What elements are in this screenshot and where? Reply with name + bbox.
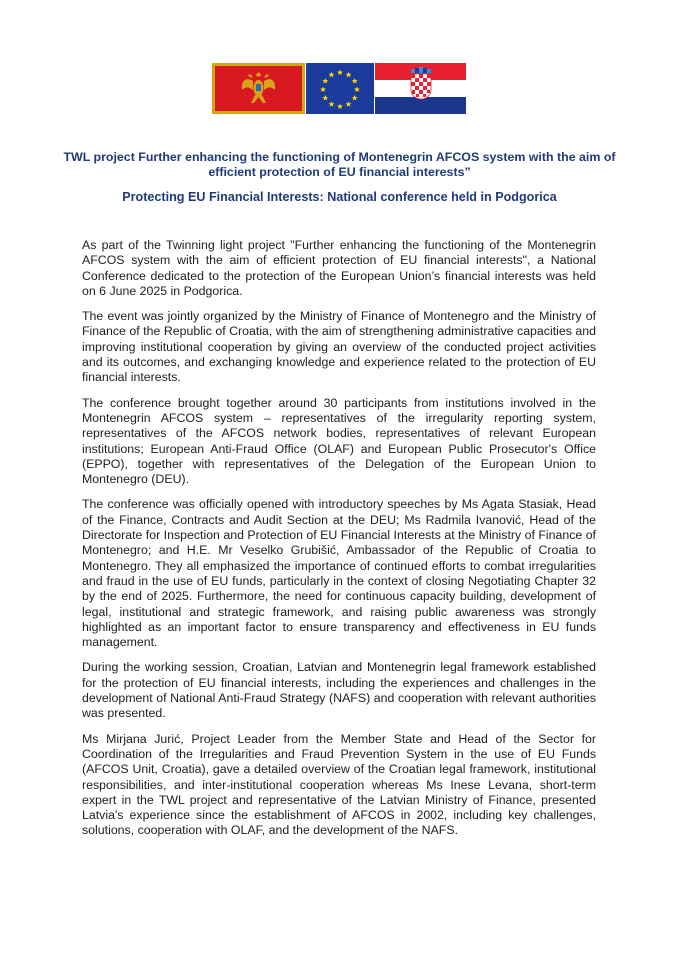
article-body xyxy=(82,238,596,849)
paragraph: Ms Mirjana Jurić, Project Leader from the Member State and Head of the Sector for Coordination of the Irregularities and Fraud Prevention System in the use of EU Funds (AFCOS Unit, Croatia), gave a detailed overview of the Croatian legal framework, institutional responsibilities, and inter-institutional cooperation whereas Ms Inese Levana, short-term expert in the TWL project and representative of the Latvian Ministry of Finance, presented Latvia's experience since the establishment of AFCOS in 2002, including key challenges, solutions, cooperation with OLAF, and the development of the NAFS. xyxy=(82,731,596,838)
paragraph: The conference brought together around 30 participants from institutions involved in the Montenegrin AFCOS system – representatives of the irregularity reporting system, representatives of the AFCOS network bodies, representatives of relevant European institutions; European Anti-Fraud Office (OLAF) and European Public Prosecutor's Office (EPPO), together with representatives of the Delegation of the European Union to Montenegro (DEU). xyxy=(82,395,596,487)
eu-flag xyxy=(306,63,374,114)
paragraph: As part of the Twinning light project "Further enhancing the functioning of the Montenegrin AFCOS system with the aim of efficient protection of EU financial interests", a National Conference dedicated to the protection of the European Union’s financial interests was held on 6 June 2025 in Podgorica. xyxy=(82,238,596,298)
montenegro-flag xyxy=(212,63,305,114)
paragraph: The event was jointly organized by the Ministry of Finance of Montenegro and the Ministry of Finance of the Republic of Croatia, with the aim of strengthening administrative capacities and improving institutional cooperation by giving an overview of the conducted project activities and its outcomes, and exchanging knowledge and experience related to the protection of EU financial interests. xyxy=(82,309,596,385)
document-subtitle: Protecting EU Financial Interests: National conference held in Podgorica xyxy=(122,190,557,204)
croatia-flag xyxy=(375,63,466,114)
flags-banner xyxy=(212,63,466,114)
paragraph: During the working session, Croatian, Latvian and Montenegrin legal framework established for the protection of EU financial interests, including the experiences and challenges in the development of National Anti-Fraud Strategy (NAFS) and cooperation with relevant authorities was presented. xyxy=(82,660,596,721)
paragraph: The conference was officially opened with introductory speeches by Ms Agata Stasiak, Head of the Finance, Contracts and Audit Section at the DEU; Ms Radmila Ivanović, Head of the Directorate for Inspection and Protection of EU Financial Interests at the Ministry of Finance of Montenegro; and H.E. Mr Veselko Grubišić, Ambassador of the Republic of Croatia to Montenegro. They all emphasized the importance of continued efforts to combat irregularities and fraud in the use of EU funds, particularly in the context of closing Negotiating Chapter 32 by the end of 2025. Furthermore, the need for continuous capacity building, development of legal, institutional and strategic framework, and raising public awareness was strongly highlighted as an important factor to ensure transparency and effectiveness in EU funds management. xyxy=(82,497,596,650)
document-title: TWL project Further enhancing the functioning of Montenegrin AFCOS system with the aim of efficient protection of EU financial interests” xyxy=(63,150,616,179)
